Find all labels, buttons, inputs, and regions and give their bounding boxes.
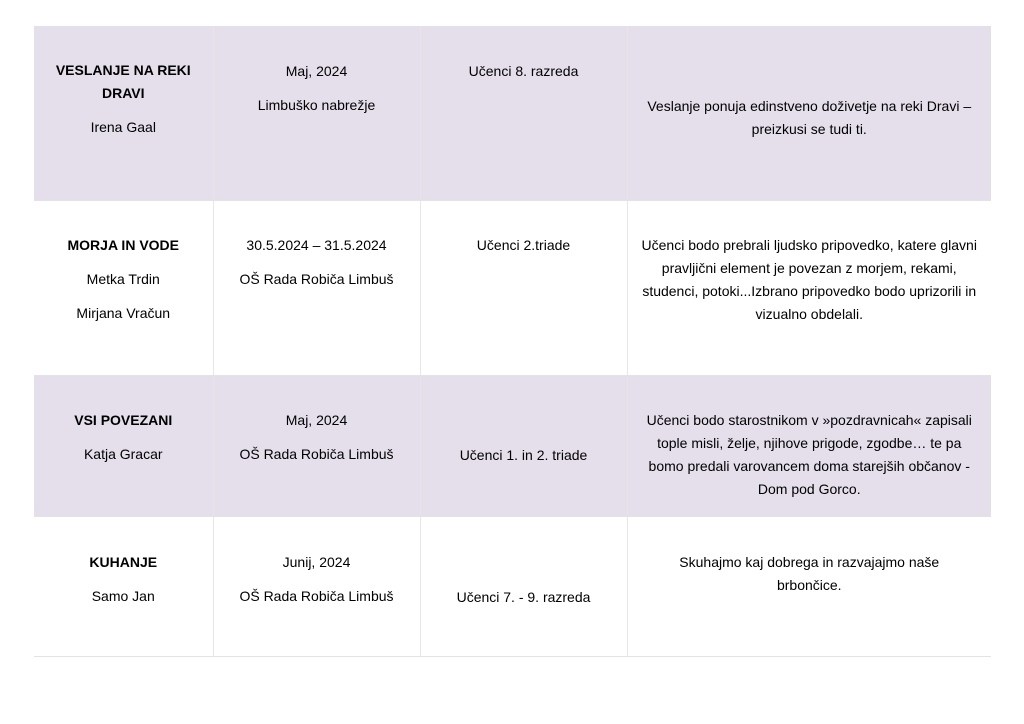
- mentor-name: Irena Gaal: [90, 119, 156, 135]
- project-participants: Učenci 1. in 2. triade: [459, 446, 588, 463]
- description-cell: [627, 200, 991, 375]
- project-participants: Učenci 8. razreda: [468, 63, 579, 79]
- mentor-name: Samo Jan: [91, 587, 155, 604]
- date-place-cell: [213, 26, 420, 200]
- description-cell: [627, 516, 991, 656]
- table-row: [34, 516, 991, 656]
- mentor-name: Metka Trdin: [86, 270, 160, 287]
- project-participants: Učenci 2.triade: [476, 236, 571, 253]
- project-title: VESLANJE NA REKI DRAVI: [55, 62, 191, 101]
- date-place-cell: [213, 375, 420, 516]
- table-row: [34, 26, 991, 200]
- project-cell: [34, 375, 213, 516]
- participants-cell: [420, 375, 627, 516]
- project-cell: [34, 516, 213, 656]
- project-date: Maj, 2024: [285, 63, 348, 79]
- description-cell: [627, 26, 991, 200]
- project-place: Limbuško nabrežje: [257, 97, 376, 113]
- project-description: Veslanje ponuja edinstveno doživetje na reki Dravi – preizkusi se tudi ti.: [647, 98, 972, 137]
- project-description: Učenci bodo starostnikom v »pozdravnicah« zapisali tople misli, želje, njihove prigode, zgodbe… te pa bomo predali varovancem doma starejših občanov - Dom pod Gorco.: [646, 411, 972, 497]
- table-row: [34, 375, 991, 516]
- project-participants: Učenci 7. - 9. razreda: [456, 588, 591, 605]
- participants-cell: [420, 26, 627, 200]
- project-place: OŠ Rada Robiča Limbuš: [239, 587, 394, 604]
- participants-cell: [420, 200, 627, 375]
- date-place-cell: [213, 516, 420, 656]
- projects-table: [34, 26, 991, 657]
- description-cell: [627, 375, 991, 516]
- project-cell: [34, 200, 213, 375]
- project-title: VSI POVEZANI: [74, 411, 173, 428]
- project-cell: [34, 26, 213, 200]
- project-place: OŠ Rada Robiča Limbuš: [239, 270, 394, 287]
- date-place-cell: [213, 200, 420, 375]
- mentor-name: Katja Gracar: [83, 445, 163, 462]
- project-title: KUHANJE: [89, 553, 158, 570]
- table-row: [34, 200, 991, 375]
- project-description: Učenci bodo prebrali ljudsko pripovedko, katere glavni pravljični element je povezan z morjem, rekami, studenci, potoki...Izbrano pripovedko bodo uprizorili in vizualno obdelali.: [641, 236, 977, 322]
- project-date: Junij, 2024: [282, 553, 351, 570]
- project-date: Maj, 2024: [285, 411, 348, 428]
- mentor-name: Mirjana Vračun: [76, 304, 171, 321]
- project-description: Skuhajmo kaj dobrega in razvajajmo naše brbončice.: [679, 553, 940, 593]
- participants-cell: [420, 516, 627, 656]
- project-title: MORJA IN VODE: [67, 236, 179, 253]
- project-place: OŠ Rada Robiča Limbuš: [239, 445, 394, 462]
- project-date: 30.5.2024 – 31.5.2024: [246, 236, 387, 253]
